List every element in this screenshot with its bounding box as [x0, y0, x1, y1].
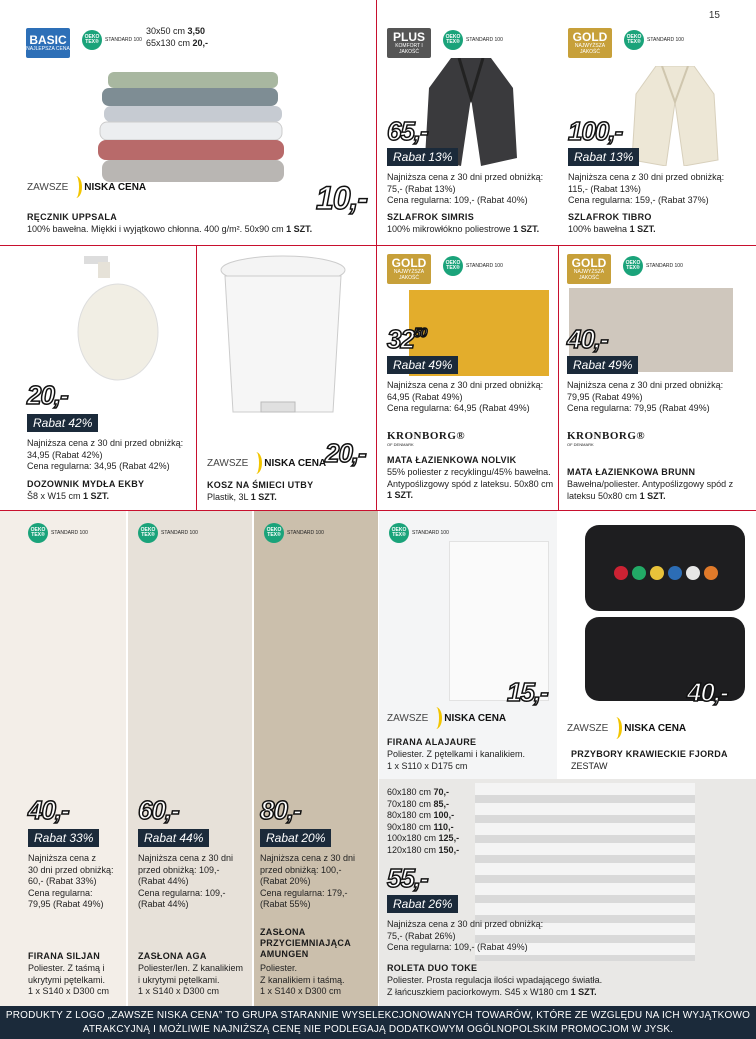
footer-disclaimer: PRODUKTY Z LOGO „ZAWSZE NISKA CENA” TO GRUPA STARANNIE WYSELEKCJONOWANYCH TOWARÓW, KTÓRE ZE WZGLĘDU NA ICH WYJĄTKOWO ATRAKCYJNĄ I MOŻLIWIE NAJNIŻSZĄ CENĘ NIE PODLEGAJĄ DODATKOWYM OGÓLNOPOLSKIM PROMOCJOM W JYSK.	[0, 1006, 756, 1039]
kronborg-logo: KRONBORG® OF DENMARK	[567, 430, 646, 447]
product-name: ROLETA DUO TOKE	[387, 963, 478, 973]
product-desc: 100% bawełna. Miękki i wyjątkowo chłonna. 400 g/m². 50x90 cm 1 SZT.	[27, 224, 313, 234]
price-history: Najniższa cena z 30 dni przed obniżką: 75,- (Rabat 26%) Cena regularna: 109,- (Rabat 49%)	[387, 919, 544, 952]
price: 40,-	[567, 324, 608, 354]
product-sewing-kit-fjorda[interactable]	[559, 511, 756, 779]
price-history: Najniższa cena z 30 dni przed obniżką: 64,95 (Rabat 49%) Cena regularna: 64,95 (Rabat 49%)	[387, 380, 544, 413]
product-bathrobe-tibro[interactable]	[558, 0, 756, 245]
discount-badge: Rabat 49%	[567, 356, 638, 374]
basic-badge: BASIC NAJLEPSZA CENA	[26, 28, 70, 58]
product-name: SZLAFROK TIBRO	[568, 212, 652, 222]
page-number: 15	[708, 10, 720, 21]
oeko-tex-badge: OEKO TEX® STANDARD 100	[389, 523, 449, 543]
product-name: FIRANA ALAJAURE	[387, 737, 477, 747]
size-price-list: 60x180 cm 70,- 70x180 cm 85,- 80x180 cm 100,- 90x180 cm 110,- 100x180 cm 125,- 120x180 cm 150,-	[387, 787, 460, 855]
product-bathrobe-simris[interactable]	[377, 0, 558, 245]
price: 60,-	[138, 795, 179, 825]
price: 15,-	[507, 677, 548, 707]
soap-dispenser-image	[70, 252, 170, 382]
gold-badge: GOLD NAJWYŻSZA JAKOŚĆ	[567, 254, 611, 284]
discount-badge: Rabat 20%	[260, 829, 331, 847]
price-history: Najniższa cena z 30 dni przed obniżką: 79,95 (Rabat 49%) Cena regularna: 79,95 (Rabat 49%)	[567, 380, 724, 413]
product-desc: Poliester. Z taśmą i ukrytymi pętelkami. 1 x S140 x D300 cm	[28, 963, 110, 996]
bathrobe-image	[630, 66, 720, 166]
price-history: Najniższa cena z 30 dni przed obniżką: 34,95 (Rabat 42%) Cena regularna: 34,95 (Rabat 42%)	[27, 438, 184, 471]
product-name: SZLAFROK SIMRIS	[387, 212, 474, 222]
product-bin-utby[interactable]	[197, 246, 376, 510]
sewing-kit-image	[581, 523, 751, 707]
product-curtain-aga[interactable]	[128, 511, 252, 1006]
product-name: MATA ŁAZIENKOWA BRUNN	[567, 467, 696, 477]
product-name: FIRANA SILJAN	[28, 951, 101, 961]
price: $32^{50}$	[387, 324, 427, 354]
product-bathmat-nolvik[interactable]	[377, 246, 558, 510]
product-soap-dispenser-ekby[interactable]	[0, 246, 196, 510]
price-history: Najniższa cena z 30 dni przed obniżką: 109,- (Rabat 44%) Cena regularna: 109,- (Rabat 44%)	[138, 853, 234, 909]
product-roller-blind-toke[interactable]	[379, 779, 756, 1006]
product-desc: 55% poliester z recyklingu/45% bawełna. Antypoślizgowy spód z lateksu. 50x80 cm 1 SZT.	[387, 467, 554, 500]
price-history: Najniższa cena z 30 dni przed obniżką: 100,- (Rabat 20%) Cena regularna: 179,- (Rabat 55%)	[260, 853, 356, 909]
size-price-list: 30x50 cm 3,50 65x130 cm 20,-	[146, 26, 209, 48]
discount-badge: Rabat 44%	[138, 829, 209, 847]
zawsze-niska-cena-logo: ZAWSZE NISKA CENA	[567, 717, 686, 739]
zawsze-niska-cena-logo: ZAWSZE NISKA CENA	[207, 452, 326, 474]
price: 40,-	[28, 795, 69, 825]
towel-stack-image	[96, 52, 296, 192]
discount-badge: Rabat 13%	[387, 148, 458, 166]
product-desc: Bawełna/poliester. Antypoślizgowy spód z lateksu 50x80 cm 1 SZT.	[567, 479, 734, 501]
product-desc: 100% bawełna 1 SZT.	[568, 224, 656, 234]
product-name: KOSZ NA ŚMIECI UTBY	[207, 480, 314, 490]
product-name: RĘCZNIK UPPSALA	[27, 212, 118, 222]
oeko-tex-badge: OEKO TEX® STANDARD 100	[82, 30, 142, 50]
product-curtain-siljan[interactable]	[0, 511, 126, 1006]
zawsze-niska-cena-logo: ZAWSZE NISKA CENA	[27, 176, 146, 198]
product-name: ZASŁONA AGA	[138, 951, 207, 961]
oeko-tex-badge: OEKO TEX® STANDARD 100	[624, 30, 684, 50]
product-desc: Plastik, 3L 1 SZT.	[207, 492, 277, 502]
product-bathmat-brunn[interactable]	[559, 246, 756, 510]
price: 20,-	[27, 380, 68, 410]
product-desc: Poliester/len. Z kanalikiem i ukrytymi pętelkami. 1 x S140 x D300 cm	[138, 963, 244, 996]
price: 20,-	[325, 438, 366, 468]
plus-badge: PLUS KOMFORT I JAKOŚĆ	[387, 28, 431, 58]
price-history: Najniższa cena z 30 dni przed obniżką: 115,- (Rabat 13%) Cena regularna: 159,- (Rabat 37%)	[568, 172, 725, 205]
discount-badge: Rabat 42%	[27, 414, 98, 432]
product-desc: Š8 x W15 cm 1 SZT.	[27, 491, 110, 501]
product-curtain-alajaure[interactable]	[379, 511, 557, 779]
price-history: Najniższa cena z 30 dni przed obniżką: 60,- (Rabat 33%) Cena regularna: 79,95 (Rabat 49%)	[28, 853, 114, 909]
product-desc: Poliester. Z pętelkami i kanalikiem. 1 x S110 x D175 cm	[387, 749, 526, 771]
price: 10,-	[316, 180, 368, 216]
oeko-tex-badge: OEKO TEX® STANDARD 100	[28, 523, 88, 543]
oeko-tex-badge: OEKO TEX® STANDARD 100	[623, 256, 683, 276]
price: 65,-	[387, 116, 428, 146]
product-name: MATA ŁAZIENKOWA NOLVIK	[387, 455, 517, 465]
product-desc: Poliester. Z kanalikiem i taśmą. 1 x S140 x D300 cm	[260, 963, 345, 996]
trash-bin-image	[211, 252, 361, 422]
product-curtain-amungen[interactable]	[254, 511, 378, 1006]
price: 55,-	[387, 863, 428, 893]
gold-badge: GOLD NAJWYŻSZA JAKOŚĆ	[568, 28, 612, 58]
oeko-tex-badge: OEKO TEX® STANDARD 100	[443, 256, 503, 276]
oeko-tex-badge: OEKO TEX® STANDARD 100	[138, 523, 198, 543]
product-desc: Poliester. Prosta regulacja ilości wpadającego światła. Z łańcuszkiem paciorkowym. S45 x W180 cm 1 SZT.	[387, 975, 603, 997]
discount-badge: Rabat 49%	[387, 356, 458, 374]
oeko-tex-badge: OEKO TEX® STANDARD 100	[264, 523, 324, 543]
product-name: DOZOWNIK MYDŁA EKBY	[27, 479, 145, 489]
kronborg-logo: KRONBORG® OF DENMARK	[387, 430, 466, 447]
gold-badge: GOLD NAJWYŻSZA JAKOŚĆ	[387, 254, 431, 284]
discount-badge: Rabat 33%	[28, 829, 99, 847]
product-towel-uppsala[interactable]	[0, 0, 376, 245]
price: 80,-	[260, 795, 301, 825]
product-desc: ZESTAW	[571, 761, 608, 771]
price: 100,-	[568, 116, 623, 146]
product-name: PRZYBORY KRAWIECKIE FJORDA	[571, 749, 728, 759]
oeko-tex-badge: OEKO TEX® STANDARD 100	[443, 30, 503, 50]
discount-badge: Rabat 13%	[568, 148, 639, 166]
product-desc: 100% mikrowłókno poliestrowe 1 SZT.	[387, 224, 540, 234]
zawsze-niska-cena-logo: ZAWSZE NISKA CENA	[387, 707, 506, 729]
price: 40,-	[687, 677, 728, 707]
product-name: ZASŁONA PRZYCIEMNIAJĄCA AMUNGEN	[260, 927, 352, 959]
price-history: Najniższa cena z 30 dni przed obniżką: 75,- (Rabat 13%) Cena regularna: 109,- (Rabat 40%)	[387, 172, 544, 205]
discount-badge: Rabat 26%	[387, 895, 458, 913]
